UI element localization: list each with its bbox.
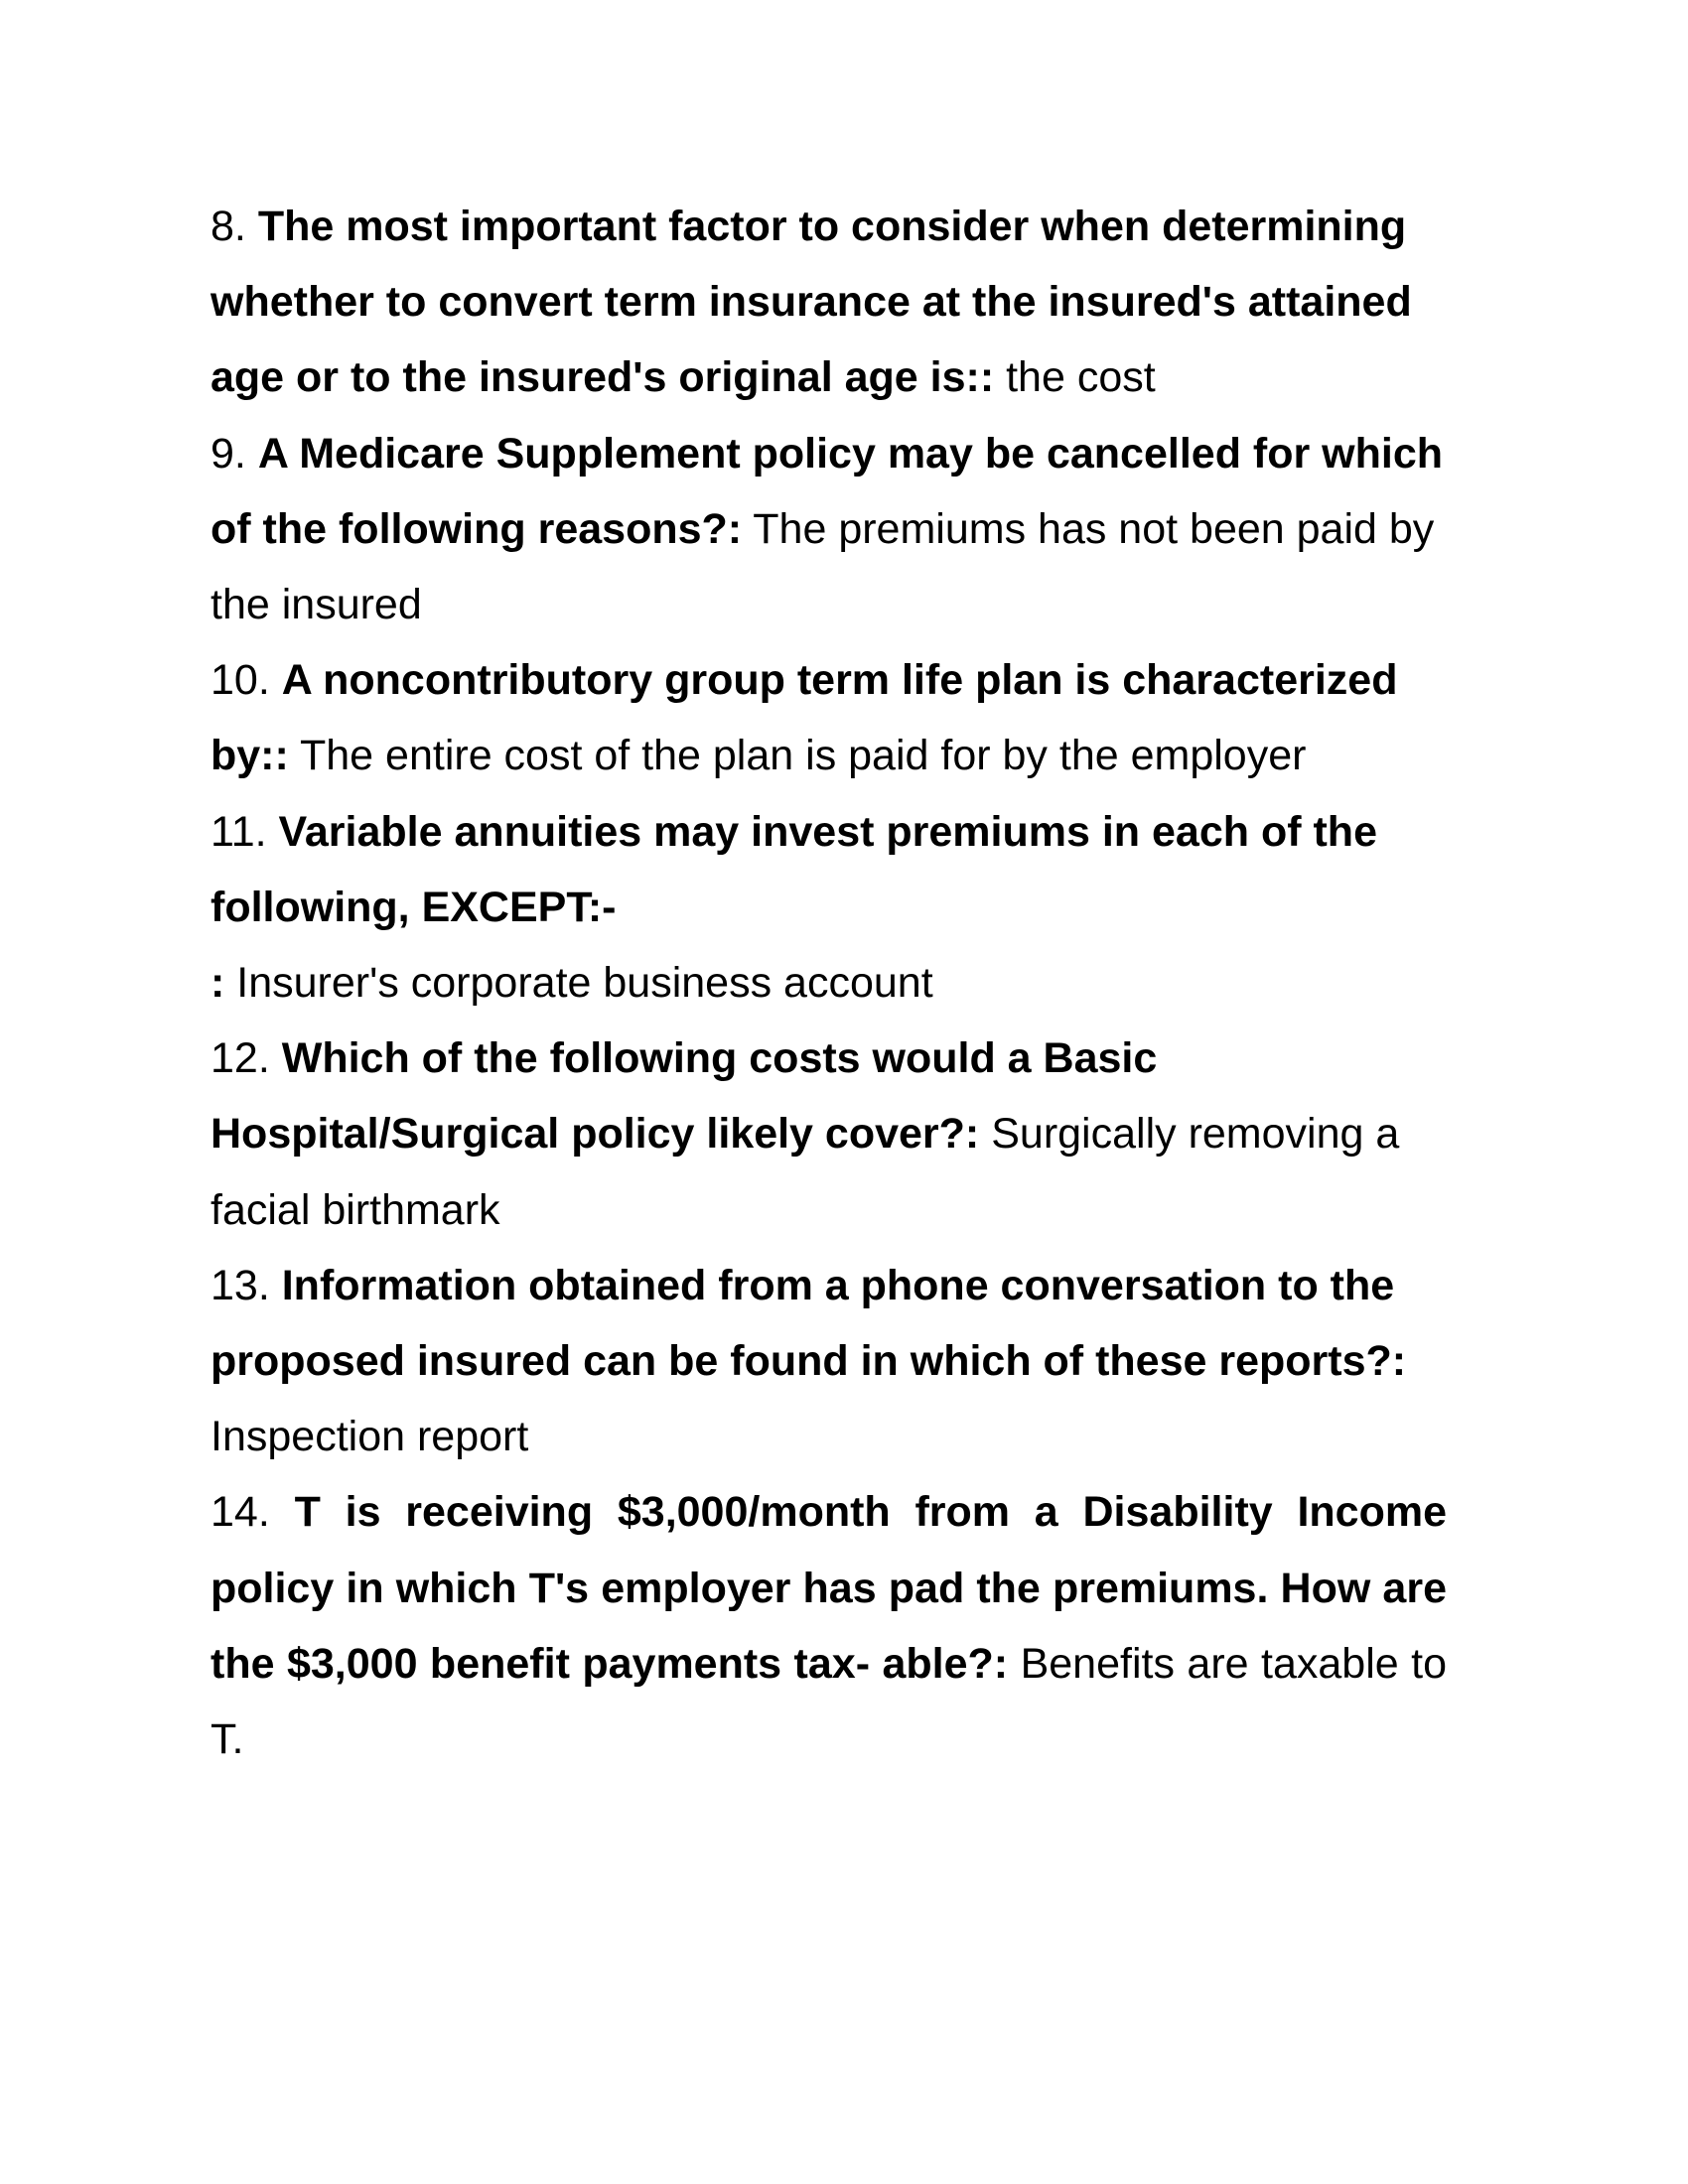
answer-text: Inspection report xyxy=(211,1413,529,1461)
question-text: Information obtained from a phone conversation to the proposed insured can be found in which of these reports?: xyxy=(211,1261,1407,1386)
question-text: Which of the following costs would a Basic Hospital/Surgical policy likely cover?: xyxy=(211,1034,1158,1159)
answer-text: Surgically removing a facial birthmark xyxy=(211,1110,1400,1234)
question-number: 10. xyxy=(211,656,270,705)
question-item-13 xyxy=(211,1248,1447,1475)
question-text: A Medicare Supplement policy may be cancelled for which of the following reasons?: xyxy=(211,429,1444,553)
question-item-9 xyxy=(211,416,1447,643)
question-text: A noncontributory group term life plan is characterized by:: xyxy=(211,656,1398,780)
answer-prefix: : xyxy=(211,959,225,1008)
question-item-10 xyxy=(211,642,1447,793)
question-number: 11. xyxy=(211,807,267,856)
question-item-8 xyxy=(211,189,1447,416)
answer-text: Insurer's corporate business account xyxy=(236,959,933,1008)
question-text: The most important factor to consider when determining whether to convert term insurance at the insured's attained age or to the insured's original age is:: xyxy=(211,203,1412,402)
question-number: 8. xyxy=(211,203,246,250)
question-number: 14. xyxy=(211,1488,270,1537)
answer-text: Benefits are taxable to T. xyxy=(211,1639,1447,1764)
question-text: Variable annuities may invest premiums in each of the following, EXCEPT:- xyxy=(211,807,1377,931)
question-number: 13. xyxy=(211,1261,270,1309)
answer-line-11 xyxy=(211,945,1447,1021)
question-item-11 xyxy=(211,794,1447,945)
question-item-12 xyxy=(211,1021,1447,1248)
question-number: 9. xyxy=(211,429,246,478)
question-item-14 xyxy=(211,1474,1447,1777)
question-list xyxy=(211,189,1447,1777)
answer-text: the cost xyxy=(1006,353,1156,402)
question-number: 12. xyxy=(211,1034,270,1083)
answer-text: The entire cost of the plan is paid for by the employer xyxy=(300,732,1307,780)
question-text: T is receiving $3,000/month from a Disability Income policy in which T's employer has pad the premiums. How are the $3,000 benefit payments tax- able?: xyxy=(211,1488,1447,1688)
answer-text: The premiums has not been paid by the insured xyxy=(211,504,1435,629)
